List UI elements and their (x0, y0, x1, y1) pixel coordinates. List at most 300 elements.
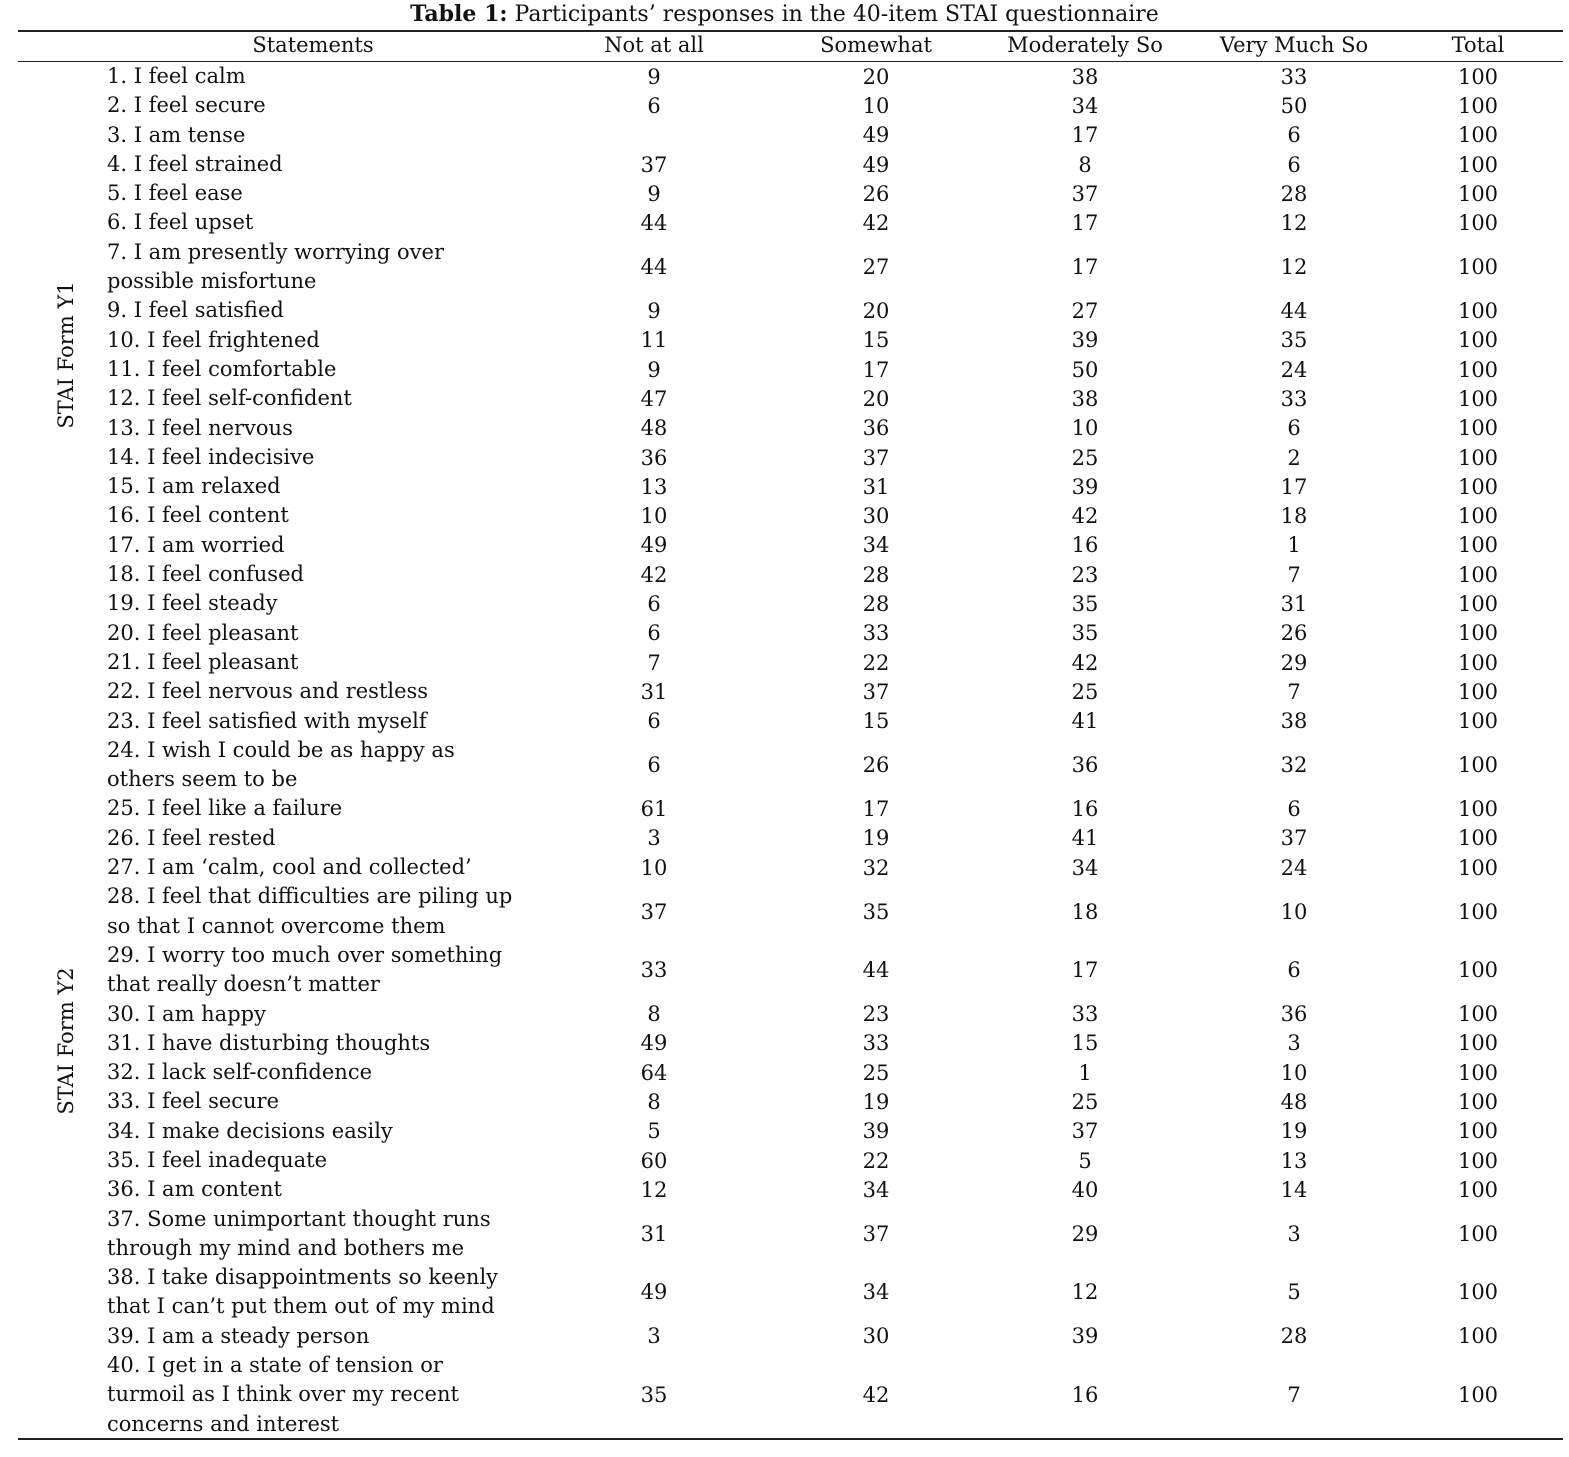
table-row (0, 384, 1569, 413)
statement-cell (107, 238, 527, 297)
not-at-all-cell: 8 (647, 1090, 661, 1115)
statement-line: 16. I feel content (107, 503, 289, 528)
total-cell: 100 (1457, 211, 1499, 236)
somewhat-cell: 30 (862, 504, 890, 529)
very-much-so-cell: 36 (1280, 1002, 1308, 1027)
table-row (0, 296, 1569, 325)
not-at-all-cell: 3 (647, 1324, 661, 1349)
very-much-so-cell: 17 (1280, 474, 1308, 499)
moderately-so-cell: 42 (1071, 504, 1099, 529)
total-cell: 100 (1457, 1031, 1499, 1056)
statement-cell (107, 91, 527, 120)
very-much-so-cell: 12 (1280, 211, 1308, 236)
total-cell: 100 (1457, 1221, 1499, 1246)
not-at-all-cell: 37 (640, 899, 668, 924)
statement-line: 15. I am relaxed (107, 474, 281, 499)
very-much-so-cell: 33 (1280, 386, 1308, 411)
moderately-so-cell: 50 (1071, 357, 1099, 382)
somewhat-cell: 10 (862, 93, 890, 118)
total-cell: 100 (1457, 445, 1499, 470)
somewhat-cell: 33 (862, 621, 890, 646)
table-row (0, 531, 1569, 560)
total-cell: 100 (1457, 64, 1499, 89)
table-row (0, 560, 1569, 589)
statement-line: 6. I feel upset (107, 210, 254, 235)
table-caption (0, 0, 1569, 28)
somewhat-cell: 32 (862, 855, 890, 880)
statement-cell (107, 326, 527, 355)
table-row (0, 355, 1569, 384)
table-row (0, 824, 1569, 853)
table-row (0, 1351, 1569, 1439)
statement-line: through my mind and bothers me (107, 1235, 465, 1260)
table-row (0, 853, 1569, 882)
total-cell: 100 (1457, 357, 1499, 382)
very-much-so-cell: 38 (1280, 709, 1308, 734)
not-at-all-cell: 35 (640, 1383, 668, 1407)
moderately-so-cell: 10 (1071, 416, 1099, 441)
table-row (0, 501, 1569, 530)
statement-line: 34. I make decisions easily (107, 1118, 393, 1143)
statement-line: 38. I take disappointments so keenly (107, 1265, 499, 1290)
statement-line: 28. I feel that difficulties are piling up (107, 884, 513, 909)
very-much-so-cell: 7 (1287, 562, 1301, 587)
very-much-so-cell: 24 (1280, 855, 1308, 880)
statement-cell (107, 208, 527, 237)
not-at-all-cell: 42 (640, 562, 668, 587)
header-moderately-so: Moderately So (1007, 33, 1163, 57)
not-at-all-cell: 6 (647, 709, 661, 734)
somewhat-cell: 39 (862, 1119, 890, 1144)
table-row (0, 238, 1569, 297)
moderately-so-cell: 25 (1071, 679, 1099, 704)
table-row (0, 208, 1569, 237)
total-cell: 100 (1457, 709, 1499, 734)
total-cell: 100 (1457, 591, 1499, 616)
not-at-all-cell: 36 (640, 445, 668, 470)
statement-line: turmoil as I think over my recent (107, 1382, 459, 1407)
very-much-so-cell: 6 (1287, 416, 1301, 441)
very-much-so-cell: 10 (1280, 1060, 1308, 1085)
total-cell: 100 (1457, 93, 1499, 118)
moderately-so-cell: 33 (1071, 1002, 1099, 1027)
statement-line: 12. I feel self-confident (107, 386, 352, 411)
moderately-so-cell: 41 (1071, 826, 1099, 851)
very-much-so-cell: 3 (1287, 1031, 1301, 1056)
total-cell: 100 (1457, 386, 1499, 411)
statement-line: 1. I feel calm (107, 64, 246, 88)
somewhat-cell: 28 (862, 562, 890, 587)
header-somewhat: Somewhat (820, 33, 932, 57)
moderately-so-cell: 39 (1071, 328, 1099, 353)
somewhat-cell: 19 (862, 1090, 890, 1115)
statement-cell (107, 179, 527, 208)
total-cell: 100 (1457, 1090, 1499, 1115)
statement-cell (107, 1205, 527, 1264)
moderately-so-cell: 39 (1071, 1324, 1099, 1349)
table-row (0, 1322, 1569, 1351)
somewhat-cell: 20 (862, 299, 890, 324)
moderately-so-cell: 17 (1071, 958, 1099, 983)
somewhat-cell: 22 (862, 1148, 890, 1173)
moderately-so-cell: 37 (1071, 1119, 1099, 1144)
statement-cell (107, 384, 527, 413)
total-cell: 100 (1457, 797, 1499, 822)
table-row (0, 1263, 1569, 1322)
somewhat-cell: 34 (862, 533, 890, 558)
table-row (0, 736, 1569, 795)
moderately-so-cell: 17 (1071, 211, 1099, 236)
total-cell: 100 (1457, 123, 1499, 148)
very-much-so-cell: 7 (1287, 1383, 1301, 1407)
statement-cell (107, 1175, 527, 1204)
not-at-all-cell: 12 (640, 1177, 668, 1202)
very-much-so-cell: 6 (1287, 123, 1301, 148)
somewhat-cell: 37 (862, 679, 890, 704)
not-at-all-cell: 37 (640, 152, 668, 177)
moderately-so-cell: 1 (1078, 1060, 1092, 1085)
somewhat-cell: 49 (862, 123, 890, 148)
statement-cell (107, 941, 527, 1000)
not-at-all-cell: 48 (640, 416, 668, 441)
statement-line: 10. I feel frightened (107, 327, 320, 352)
table-row (0, 121, 1569, 150)
table-row (0, 472, 1569, 501)
table-row (0, 1058, 1569, 1087)
statement-cell (107, 1263, 527, 1322)
statement-cell (107, 1322, 527, 1351)
not-at-all-cell: 49 (640, 1031, 668, 1056)
statement-cell (107, 121, 527, 150)
statement-cell (107, 1058, 527, 1087)
somewhat-cell: 34 (862, 1177, 890, 1202)
very-much-so-cell: 18 (1280, 504, 1308, 529)
total-cell: 100 (1457, 504, 1499, 529)
statement-line: 9. I feel satisfied (107, 298, 284, 323)
very-much-so-cell: 35 (1280, 328, 1308, 353)
somewhat-cell: 17 (862, 357, 890, 382)
moderately-so-cell: 25 (1071, 1090, 1099, 1115)
total-cell: 100 (1457, 855, 1499, 880)
header-very-much-so: Very Much So (1219, 33, 1369, 57)
moderately-so-cell: 34 (1071, 93, 1099, 118)
not-at-all-cell: 44 (640, 211, 668, 236)
table-row (0, 1205, 1569, 1264)
very-much-so-cell: 7 (1287, 679, 1301, 704)
somewhat-cell: 42 (862, 1383, 890, 1407)
not-at-all-cell: 64 (640, 1060, 668, 1085)
somewhat-cell: 26 (862, 753, 890, 778)
very-much-so-cell: 28 (1280, 181, 1308, 206)
statement-cell (107, 501, 527, 530)
total-cell: 100 (1457, 1148, 1499, 1173)
statement-line: 24. I wish I could be as happy as (107, 737, 455, 762)
very-much-so-cell: 32 (1280, 753, 1308, 778)
moderately-so-cell: 12 (1071, 1280, 1099, 1305)
somewhat-cell: 42 (862, 211, 890, 236)
very-much-so-cell: 31 (1280, 591, 1308, 616)
somewhat-cell: 37 (862, 1221, 890, 1246)
statement-cell (107, 1351, 527, 1439)
table-row (0, 91, 1569, 120)
table-row (0, 1146, 1569, 1175)
moderately-so-cell: 16 (1071, 797, 1099, 822)
very-much-so-cell: 6 (1287, 152, 1301, 177)
total-cell: 100 (1457, 416, 1499, 441)
caption-label: Table 1: (410, 1, 508, 27)
somewhat-cell: 36 (862, 416, 890, 441)
statement-cell (107, 560, 527, 589)
header-not-at-all: Not at all (604, 33, 704, 57)
moderately-so-cell: 39 (1071, 474, 1099, 499)
very-much-so-cell: 1 (1287, 533, 1301, 558)
somewhat-cell: 35 (862, 899, 890, 924)
table-row (0, 1117, 1569, 1146)
statement-cell (107, 882, 527, 941)
statement-cell (107, 1087, 527, 1116)
statement-line: 27. I am ‘calm, cool and collected’ (107, 855, 472, 880)
not-at-all-cell: 47 (640, 386, 668, 411)
table-row (0, 414, 1569, 443)
moderately-so-cell: 25 (1071, 445, 1099, 470)
statement-cell (107, 150, 527, 179)
statement-cell (107, 472, 527, 501)
very-much-so-cell: 6 (1287, 797, 1301, 822)
somewhat-cell: 28 (862, 591, 890, 616)
statement-line: possible misfortune (107, 269, 317, 294)
total-cell: 100 (1457, 1324, 1499, 1349)
total-cell: 100 (1457, 826, 1499, 851)
statement-line: 30. I am happy (107, 1001, 266, 1026)
statement-cell (107, 619, 527, 648)
very-much-so-cell: 26 (1280, 621, 1308, 646)
table-row (0, 794, 1569, 823)
not-at-all-cell: 31 (640, 1221, 668, 1246)
very-much-so-cell: 50 (1280, 93, 1308, 118)
statement-line: so that I cannot overcome them (107, 913, 446, 938)
statement-cell (107, 677, 527, 706)
statement-line: 4. I feel strained (107, 151, 283, 176)
table-body (0, 62, 1569, 1439)
very-much-so-cell: 3 (1287, 1221, 1301, 1246)
not-at-all-cell: 49 (640, 1280, 668, 1305)
statement-line: 19. I feel steady (107, 591, 278, 616)
not-at-all-cell: 6 (647, 621, 661, 646)
very-much-so-cell: 13 (1280, 1148, 1308, 1173)
table-row (0, 882, 1569, 941)
moderately-so-cell: 15 (1071, 1031, 1099, 1056)
somewhat-cell: 30 (862, 1324, 890, 1349)
total-cell: 100 (1457, 1060, 1499, 1085)
statement-cell (107, 824, 527, 853)
not-at-all-cell: 11 (640, 328, 668, 353)
very-much-so-cell: 24 (1280, 357, 1308, 382)
not-at-all-cell: 9 (647, 357, 661, 382)
statement-cell (107, 531, 527, 560)
moderately-so-cell: 35 (1071, 591, 1099, 616)
statement-cell (107, 62, 527, 91)
total-cell: 100 (1457, 255, 1499, 280)
statement-cell (107, 414, 527, 443)
statement-cell (107, 296, 527, 325)
somewhat-cell: 19 (862, 826, 890, 851)
somewhat-cell: 49 (862, 152, 890, 177)
moderately-so-cell: 34 (1071, 855, 1099, 880)
moderately-so-cell: 38 (1071, 386, 1099, 411)
statement-cell (107, 648, 527, 677)
statement-line: 14. I feel indecisive (107, 444, 315, 469)
total-cell: 100 (1457, 328, 1499, 353)
statement-line: that really doesn’t matter (107, 972, 380, 997)
table-row (0, 941, 1569, 1000)
statement-line: concerns and interest (107, 1411, 340, 1436)
table-row (0, 589, 1569, 618)
total-cell: 100 (1457, 474, 1499, 499)
somewhat-cell: 20 (862, 386, 890, 411)
statement-cell (107, 1000, 527, 1029)
statement-cell (107, 443, 527, 472)
table-row (0, 677, 1569, 706)
header-statements: Statements (252, 33, 374, 57)
total-cell: 100 (1457, 650, 1499, 675)
statement-line: 29. I worry too much over something (107, 942, 503, 967)
statement-cell (107, 736, 527, 795)
statement-line: 22. I feel nervous and restless (107, 679, 429, 704)
statement-cell (107, 355, 527, 384)
very-much-so-cell: 2 (1287, 445, 1301, 470)
not-at-all-cell: 44 (640, 255, 668, 280)
statement-line: 32. I lack self-confidence (107, 1060, 373, 1085)
statement-line: 11. I feel comfortable (107, 356, 337, 381)
table-row (0, 1087, 1569, 1116)
somewhat-cell: 26 (862, 181, 890, 206)
moderately-so-cell: 42 (1071, 650, 1099, 675)
very-much-so-cell: 19 (1280, 1119, 1308, 1144)
moderately-so-cell: 40 (1071, 1177, 1099, 1202)
statement-line: 31. I have disturbing thoughts (107, 1030, 431, 1055)
statement-line: 33. I feel secure (107, 1089, 280, 1114)
somewhat-cell: 17 (862, 797, 890, 822)
not-at-all-cell: 6 (647, 93, 661, 118)
not-at-all-cell: 9 (647, 299, 661, 324)
statement-cell (107, 707, 527, 736)
table-row (0, 619, 1569, 648)
not-at-all-cell: 60 (640, 1148, 668, 1173)
statement-cell (107, 1117, 527, 1146)
not-at-all-cell: 6 (647, 753, 661, 778)
statement-line: 26. I feel rested (107, 825, 276, 850)
statement-line: 37. Some unimportant thought runs (107, 1206, 491, 1231)
not-at-all-cell: 10 (640, 855, 668, 880)
statement-cell (107, 853, 527, 882)
very-much-so-cell: 10 (1280, 899, 1308, 924)
statement-line: 18. I feel confused (107, 562, 304, 587)
total-cell: 100 (1457, 1383, 1499, 1407)
very-much-so-cell: 5 (1287, 1280, 1301, 1305)
total-cell: 100 (1457, 621, 1499, 646)
table-row (0, 1029, 1569, 1058)
total-cell: 100 (1457, 181, 1499, 206)
not-at-all-cell (574, 121, 734, 150)
statement-line: 20. I feel pleasant (107, 620, 299, 645)
caption-text: Participants’ responses in the 40-item STAI questionnaire (507, 2, 1159, 27)
table-row (0, 150, 1569, 179)
statement-cell (107, 589, 527, 618)
statement-cell (107, 1029, 527, 1058)
very-much-so-cell: 37 (1280, 826, 1308, 851)
not-at-all-cell: 10 (640, 504, 668, 529)
somewhat-cell: 33 (862, 1031, 890, 1056)
total-cell: 100 (1457, 533, 1499, 558)
moderately-so-cell: 37 (1071, 181, 1099, 206)
statement-cell (107, 794, 527, 823)
total-cell: 100 (1457, 562, 1499, 587)
very-much-so-cell: 6 (1287, 958, 1301, 983)
bottom-rule (18, 1438, 1563, 1440)
not-at-all-cell: 61 (640, 797, 668, 822)
somewhat-cell: 15 (862, 709, 890, 734)
moderately-so-cell: 17 (1071, 255, 1099, 280)
moderately-so-cell: 38 (1071, 64, 1099, 89)
table-row (0, 326, 1569, 355)
moderately-so-cell: 16 (1071, 533, 1099, 558)
table-row (0, 62, 1569, 91)
table-row (0, 707, 1569, 736)
somewhat-cell: 20 (862, 64, 890, 89)
table-row (0, 1175, 1569, 1204)
total-cell: 100 (1457, 958, 1499, 983)
statement-cell (107, 1146, 527, 1175)
total-cell: 100 (1457, 679, 1499, 704)
somewhat-cell: 27 (862, 255, 890, 280)
table-row (0, 648, 1569, 677)
not-at-all-cell: 8 (647, 1002, 661, 1027)
very-much-so-cell: 12 (1280, 255, 1308, 280)
somewhat-cell: 37 (862, 445, 890, 470)
somewhat-cell: 22 (862, 650, 890, 675)
somewhat-cell: 25 (862, 1060, 890, 1085)
not-at-all-cell: 9 (647, 64, 661, 89)
total-cell: 100 (1457, 1119, 1499, 1144)
total-cell: 100 (1457, 899, 1499, 924)
moderately-so-cell: 41 (1071, 709, 1099, 734)
statement-line: 21. I feel pleasant (107, 649, 299, 674)
table-row (0, 443, 1569, 472)
table-row (0, 1000, 1569, 1029)
moderately-so-cell: 16 (1071, 1383, 1099, 1407)
moderately-so-cell: 27 (1071, 299, 1099, 324)
very-much-so-cell: 48 (1280, 1090, 1308, 1115)
very-much-so-cell: 28 (1280, 1324, 1308, 1349)
statement-line: 17. I am worried (107, 532, 285, 557)
somewhat-cell: 44 (862, 958, 890, 983)
not-at-all-cell: 3 (647, 826, 661, 851)
moderately-so-cell: 29 (1071, 1221, 1099, 1246)
statement-line: 40. I get in a state of tension or (107, 1353, 443, 1378)
moderately-so-cell: 23 (1071, 562, 1099, 587)
not-at-all-cell: 9 (647, 181, 661, 206)
total-cell: 100 (1457, 1002, 1499, 1027)
moderately-so-cell: 8 (1078, 152, 1092, 177)
statement-line: 2. I feel secure (107, 93, 266, 118)
header-total: Total (1451, 33, 1505, 57)
not-at-all-cell: 31 (640, 679, 668, 704)
statement-line: others seem to be (107, 767, 298, 792)
statement-line: 35. I feel inadequate (107, 1147, 328, 1172)
statement-line: 36. I am content (107, 1177, 282, 1202)
moderately-so-cell: 36 (1071, 753, 1099, 778)
not-at-all-cell: 7 (647, 650, 661, 675)
